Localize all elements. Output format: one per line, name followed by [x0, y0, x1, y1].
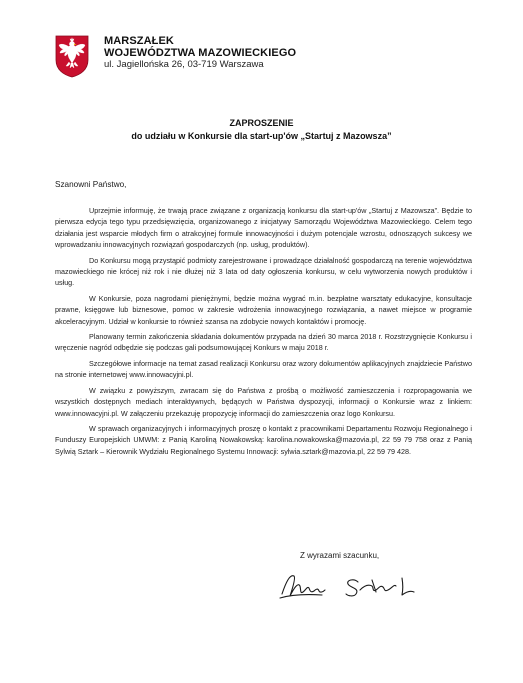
org-address: ul. Jagiellońska 26, 03-719 Warszawa	[104, 59, 264, 70]
handwritten-signature-icon	[276, 568, 436, 604]
body-paragraph: Szczegółowe informacje na temat zasad realizacji Konkursu oraz wzory dokumentów aplikacyjnych znajdziecie Państwo na stronie internetowej www.innowacyjni.pl.	[55, 358, 472, 380]
body-paragraph: W związku z powyższym, zwracam się do Państwa z prośbą o możliwość zamieszczenia i rozpropagowania we wszystkich dostępnych mediach interaktywnych, będących w Państwa dyspozycji, informacji o Konkursie wraz z linkiem: www.innowacyjni.pl. W załączeniu przekazuję propozycję informacji do zamieszczenia oraz logo Konkursu.	[55, 385, 472, 418]
org-name-line1: MARSZAŁEK	[104, 35, 174, 47]
body-paragraph: W Konkursie, poza nagrodami pieniężnymi, będzie można wygrać m.in. bezpłatne warsztaty edukacyjne, konsultacje prawne, księgowe lub biznesowe, pomoc w zakresie wdrożenia innowacyjnego rozwiązania, a nawet miejsce w programie akceleracyjnym. Udział w konkursie to również szansa na zdobycie nowych kontaktów i promocję.	[55, 293, 472, 326]
body-paragraph: W sprawach organizacyjnych i informacyjnych proszę o kontakt z pracownikami Departamentu Rozwoju Regionalnego i Funduszy Europejskich UMWM: z Panią Karoliną Nowakowską: karolina.nowakowska@mazovia.pl, 22 59 79 758 oraz z Panią Sylwią Sztark – Kierownik Wydziału Regionalnego Systemu Innowacji: sylwia.sztark@mazovia.pl, 22 59 79 428.	[55, 423, 472, 456]
closing-phrase: Z wyrazami szacunku,	[300, 551, 380, 560]
body-paragraph: Do Konkursu mogą przystąpić podmioty zarejestrowane i prowadzące działalność gospodarczą na terenie województwa mazowieckiego nie krócej niż rok i nie dłużej niż 3 lata od daty ogłoszenia konkursu, w celu wytworzenia nowych produktów i usług.	[55, 255, 472, 288]
letter-title: ZAPROSZENIE	[229, 118, 294, 128]
body-paragraph: Uprzejmie informuję, że trwają prace związane z organizacją konkursu dla start-up'ów „Startuj z Mazowsza”. Będzie to pierwsza edycja tego typu przedsięwzięcia, organizowanego z inicjatywy Samorządu Województwa Mazowieckiego. Celem tego działania jest wsparcie młodych firm o atrakcyjnej formule innowacyjności i dużym potencjale wzrostu, odnoszących sukcesy we wprowadzaniu innowacyjnych rozwiązań gospodarczych (np. usług, produktów).	[55, 206, 472, 250]
body-paragraph: Planowany termin zakończenia składania dokumentów przypada na dzień 30 marca 2018 r. Rozstrzygnięcie Konkursu i wręczenie nagród odbędzie się podczas gali podsumowującej Konkurs w maju 2018 r.	[55, 332, 472, 353]
salutation: Szanowni Państwo,	[55, 180, 127, 189]
eagle-crest-icon	[54, 34, 90, 78]
letter-subtitle: do udziału w Konkursie dla start-up'ów „Startuj z Mazowsza”	[131, 131, 392, 141]
letter-body	[55, 205, 472, 461]
org-name-line2: WOJEWÓDZTWA MAZOWIECKIEGO	[104, 47, 297, 59]
